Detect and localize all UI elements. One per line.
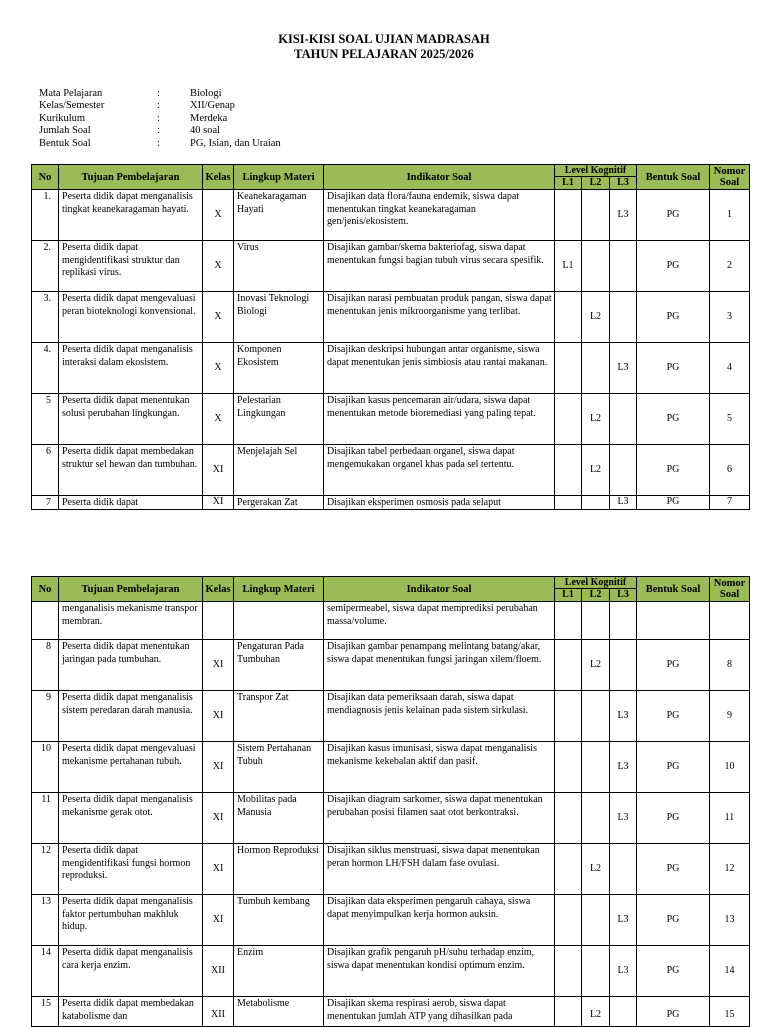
level-l3-cell bbox=[610, 292, 637, 343]
header-bentuk: Bentuk Soal bbox=[637, 165, 710, 190]
header-kelas: Kelas bbox=[203, 165, 234, 190]
level-l1-cell bbox=[555, 602, 582, 640]
no-cell: 2. bbox=[32, 241, 59, 292]
info-label: Mata Pelajaran bbox=[39, 88, 103, 99]
level-l1-cell bbox=[555, 844, 582, 895]
no-cell: 9 bbox=[32, 691, 59, 742]
info-label: Jumlah Soal bbox=[39, 125, 91, 137]
table-row bbox=[32, 445, 750, 496]
lingkup-cell: Pergerakan Zat bbox=[234, 496, 324, 510]
level-l3-cell bbox=[610, 602, 637, 640]
lingkup-cell: Komponen Ekosistem bbox=[234, 343, 324, 394]
bentuk-cell: PG bbox=[637, 742, 710, 793]
tujuan-cell: Peserta didik dapat menganalisis sistem peredaran darah manusia. bbox=[59, 691, 203, 742]
table-row bbox=[32, 343, 750, 394]
indikator-cell: Disajikan gambar/skema bakteriofag, siswa dapat menentukan fungsi bagian tubuh virus secara spesifik. bbox=[324, 241, 555, 292]
table-row bbox=[32, 190, 750, 241]
level-l3-cell: L3 bbox=[610, 691, 637, 742]
header-bentuk: Bentuk Soal bbox=[637, 577, 710, 602]
table-row bbox=[32, 895, 750, 946]
info-label: Kurikulum bbox=[39, 112, 86, 124]
info-sep: : bbox=[157, 100, 160, 112]
lingkup-cell: Sistem Pertahanan Tubuh bbox=[234, 742, 324, 793]
kelas-cell: XI bbox=[203, 445, 234, 496]
indikator-cell: Disajikan diagram sarkomer, siswa dapat menentukan perubahan posisi filamen saat otot berkontraksi. bbox=[324, 793, 555, 844]
kelas-cell: X bbox=[203, 394, 234, 445]
level-l1-cell bbox=[555, 742, 582, 793]
level-l3-cell bbox=[610, 640, 637, 691]
bentuk-cell bbox=[637, 602, 710, 640]
level-l1-cell: L1 bbox=[555, 241, 582, 292]
table-row bbox=[32, 742, 750, 793]
header-level: Level Kognitif bbox=[555, 577, 637, 589]
tujuan-cell: Peserta didik dapat menentukan jaringan pada tumbuhan. bbox=[59, 640, 203, 691]
bentuk-cell: PG bbox=[637, 691, 710, 742]
indikator-cell: Disajikan narasi pembuatan produk pangan, siswa dapat menentukan jenis mikroorganisme yang terlibat. bbox=[324, 292, 555, 343]
tujuan-cell: Peserta didik dapat membedakan katabolisme dan bbox=[59, 997, 203, 1027]
info-value: 40 soal bbox=[190, 125, 221, 137]
header-l1: L1 bbox=[555, 589, 582, 602]
level-l3-cell: L3 bbox=[610, 742, 637, 793]
tujuan-cell: Peserta didik dapat menganalisis interaksi dalam ekosistem. bbox=[59, 343, 203, 394]
lingkup-cell: Pengaturan Pada Tumbuhan bbox=[234, 640, 324, 691]
bentuk-cell: PG bbox=[637, 946, 710, 997]
bentuk-cell: PG bbox=[637, 190, 710, 241]
kelas-cell: XI bbox=[203, 640, 234, 691]
level-l3-cell bbox=[610, 445, 637, 496]
header-l2: L2 bbox=[582, 177, 610, 190]
header-kelas: Kelas bbox=[203, 577, 234, 602]
no-cell: 7 bbox=[32, 496, 59, 510]
lingkup-cell bbox=[234, 602, 324, 640]
indikator-cell: Disajikan grafik pengaruh pH/suhu terhadap enzim, siswa dapat menentukan kondisi optimum enzim. bbox=[324, 946, 555, 997]
kelas-cell: XII bbox=[203, 946, 234, 997]
kelas-cell: XI bbox=[203, 895, 234, 946]
indikator-cell: Disajikan kasus pencemaran air/udara, siswa dapat menentukan metode bioremediasi yang paling tepat. bbox=[324, 394, 555, 445]
nomor-cell: 8 bbox=[710, 640, 750, 691]
no-cell: 15 bbox=[32, 997, 59, 1027]
level-l2-cell: L2 bbox=[582, 292, 610, 343]
info-row-subject bbox=[39, 88, 390, 100]
table-body-page-2 bbox=[32, 602, 750, 1027]
level-l3-cell: L3 bbox=[610, 190, 637, 241]
header-l3: L3 bbox=[610, 589, 637, 602]
info-sep: : bbox=[157, 112, 160, 124]
lingkup-cell: Hormon Reproduksi bbox=[234, 844, 324, 895]
nomor-cell: 13 bbox=[710, 895, 750, 946]
table-row bbox=[32, 997, 750, 1027]
header-no: No bbox=[32, 577, 59, 602]
level-l3-cell: L3 bbox=[610, 946, 637, 997]
header-l3: L3 bbox=[610, 177, 637, 190]
header-l2: L2 bbox=[582, 589, 610, 602]
kelas-cell: X bbox=[203, 343, 234, 394]
lingkup-cell: Virus bbox=[234, 241, 324, 292]
level-l1-cell bbox=[555, 640, 582, 691]
level-l3-cell bbox=[610, 394, 637, 445]
kelas-cell: XI bbox=[203, 742, 234, 793]
header-nomor: Nomor Soal bbox=[710, 577, 750, 602]
bentuk-cell: PG bbox=[637, 292, 710, 343]
nomor-cell: 2 bbox=[710, 241, 750, 292]
lingkup-cell: Enzim bbox=[234, 946, 324, 997]
info-label: Bentuk Soal bbox=[39, 137, 91, 149]
level-l2-cell bbox=[582, 742, 610, 793]
level-l3-cell: L3 bbox=[610, 343, 637, 394]
no-cell: 13 bbox=[32, 895, 59, 946]
header-l1: L1 bbox=[555, 177, 582, 190]
no-cell: 3. bbox=[32, 292, 59, 343]
level-l1-cell bbox=[555, 895, 582, 946]
kelas-cell: X bbox=[203, 241, 234, 292]
info-value: PG, Isian, dan Uraian bbox=[190, 137, 281, 149]
info-value: Merdeka bbox=[190, 112, 228, 124]
bentuk-cell: PG bbox=[637, 445, 710, 496]
header-indikator: Indikator Soal bbox=[324, 577, 555, 602]
tujuan-cell: Peserta didik dapat menganalisis cara kerja enzim. bbox=[59, 946, 203, 997]
level-l1-cell bbox=[555, 292, 582, 343]
lingkup-cell: Metabolisme bbox=[234, 997, 324, 1027]
tujuan-cell: Peserta didik dapat mengidentifikasi struktur dan replikasi virus. bbox=[59, 241, 203, 292]
grid-table-page-2 bbox=[31, 576, 750, 1027]
bentuk-cell: PG bbox=[637, 241, 710, 292]
document-subtitle: TAHUN PELAJARAN 2025/2026 bbox=[294, 47, 474, 61]
level-l3-cell bbox=[610, 844, 637, 895]
level-l1-cell bbox=[555, 691, 582, 742]
lingkup-cell: Inovasi Teknologi Biologi bbox=[234, 292, 324, 343]
nomor-cell: 1 bbox=[710, 190, 750, 241]
indikator-cell: Disajikan tabel perbedaan organel, siswa dapat mengemukakan organel khas pada sel tertentu. bbox=[324, 445, 555, 496]
indikator-cell: Disajikan deskripsi hubungan antar organisme, siswa dapat menentukan jenis simbiosis atau rantai makanan. bbox=[324, 343, 555, 394]
level-l1-cell bbox=[555, 394, 582, 445]
kelas-cell bbox=[203, 602, 234, 640]
level-l1-cell bbox=[555, 343, 582, 394]
bentuk-cell: PG bbox=[637, 997, 710, 1027]
header-nomor: Nomor Soal bbox=[710, 165, 750, 190]
kelas-cell: XII bbox=[203, 997, 234, 1027]
info-row-type bbox=[39, 138, 390, 150]
tujuan-cell: Peserta didik dapat menganalisis faktor pertumbuhan makhluk hidup. bbox=[59, 895, 203, 946]
nomor-cell: 10 bbox=[710, 742, 750, 793]
lingkup-cell: Keanekaragaman Hayati bbox=[234, 190, 324, 241]
level-l2-cell: L2 bbox=[582, 844, 610, 895]
table-body-page-1 bbox=[32, 190, 750, 510]
header-tujuan: Tujuan Pembelajaran bbox=[59, 165, 203, 190]
no-cell: 8 bbox=[32, 640, 59, 691]
level-l2-cell bbox=[582, 895, 610, 946]
header-tujuan: Tujuan Pembelajaran bbox=[59, 577, 203, 602]
indikator-cell: Disajikan siklus menstruasi, siswa dapat menentukan peran hormon LH/FSH dalam fase ovulasi. bbox=[324, 844, 555, 895]
nomor-cell: 3 bbox=[710, 292, 750, 343]
level-l1-cell bbox=[555, 997, 582, 1027]
level-l2-cell bbox=[582, 602, 610, 640]
info-row-class bbox=[39, 100, 390, 112]
table-row bbox=[32, 946, 750, 997]
indikator-cell: Disajikan data eksperimen pengaruh cahaya, siswa dapat menyimpulkan kerja hormon auksin. bbox=[324, 895, 555, 946]
tujuan-cell: Peserta didik dapat menganalisis mekanisme gerak otot. bbox=[59, 793, 203, 844]
indikator-cell: Disajikan eksperimen osmosis pada selaput bbox=[324, 496, 555, 510]
nomor-cell: 6 bbox=[710, 445, 750, 496]
nomor-cell: 12 bbox=[710, 844, 750, 895]
table-row bbox=[32, 292, 750, 343]
header-lingkup: Lingkup Materi bbox=[234, 577, 324, 602]
level-l2-cell bbox=[582, 946, 610, 997]
no-cell: 5 bbox=[32, 394, 59, 445]
document-title: KISI-KISI SOAL UJIAN MADRASAH bbox=[278, 32, 490, 46]
header-no: No bbox=[32, 165, 59, 190]
nomor-cell: 9 bbox=[710, 691, 750, 742]
indikator-cell: Disajikan data pemeriksaan darah, siswa dapat mendiagnosis jenis kelainan pada sistem sirkulasi. bbox=[324, 691, 555, 742]
level-l3-cell bbox=[610, 241, 637, 292]
level-l2-cell bbox=[582, 241, 610, 292]
level-l2-cell: L2 bbox=[582, 640, 610, 691]
level-l2-cell: L2 bbox=[582, 997, 610, 1027]
level-l1-cell bbox=[555, 946, 582, 997]
tujuan-cell: Peserta didik dapat mengevaluasi mekanisme pertahanan tubuh. bbox=[59, 742, 203, 793]
table-row bbox=[32, 241, 750, 292]
tujuan-cell: Peserta didik dapat bbox=[59, 496, 203, 510]
info-row-curriculum bbox=[39, 113, 390, 125]
no-cell: 14 bbox=[32, 946, 59, 997]
no-cell: 12 bbox=[32, 844, 59, 895]
table-row bbox=[32, 844, 750, 895]
table-row bbox=[32, 640, 750, 691]
lingkup-cell: Tumbuh kembang bbox=[234, 895, 324, 946]
table-row bbox=[32, 496, 750, 510]
level-l3-cell: L3 bbox=[610, 895, 637, 946]
level-l2-cell bbox=[582, 190, 610, 241]
table-row bbox=[32, 793, 750, 844]
subject-info bbox=[39, 88, 390, 150]
level-l1-cell bbox=[555, 445, 582, 496]
level-l2-cell: L2 bbox=[582, 445, 610, 496]
no-cell: 6 bbox=[32, 445, 59, 496]
tujuan-cell: Peserta didik dapat menganalisis tingkat keanekaragaman hayati. bbox=[59, 190, 203, 241]
bentuk-cell: PG bbox=[637, 496, 710, 510]
table-row bbox=[32, 602, 750, 640]
level-l2-cell bbox=[582, 496, 610, 510]
lingkup-cell: Transpor Zat bbox=[234, 691, 324, 742]
kelas-cell: XI bbox=[203, 793, 234, 844]
header-lingkup: Lingkup Materi bbox=[234, 165, 324, 190]
indikator-cell: Disajikan kasus imunisasi, siswa dapat menganalisis mekanisme kekebalan aktif dan pasif. bbox=[324, 742, 555, 793]
bentuk-cell: PG bbox=[637, 793, 710, 844]
info-row-count bbox=[39, 125, 390, 137]
grid-table-page-1 bbox=[31, 164, 750, 510]
no-cell: 11 bbox=[32, 793, 59, 844]
no-cell: 10 bbox=[32, 742, 59, 793]
nomor-cell: 4 bbox=[710, 343, 750, 394]
info-sep: : bbox=[157, 125, 160, 137]
info-sep: : bbox=[157, 88, 160, 99]
tujuan-cell: Peserta didik dapat mengevaluasi peran bioteknologi konvensional. bbox=[59, 292, 203, 343]
kelas-cell: XI bbox=[203, 496, 234, 510]
level-l1-cell bbox=[555, 190, 582, 241]
header-level: Level Kognitif bbox=[555, 165, 637, 177]
indikator-cell: Disajikan skema respirasi aerob, siswa dapat menentukan jumlah ATP yang dihasilkan pada bbox=[324, 997, 555, 1027]
tujuan-cell: Peserta didik dapat membedakan struktur sel hewan dan tumbuhan. bbox=[59, 445, 203, 496]
table-row bbox=[32, 691, 750, 742]
kelas-cell: X bbox=[203, 190, 234, 241]
kelas-cell: XI bbox=[203, 691, 234, 742]
level-l1-cell bbox=[555, 496, 582, 510]
level-l2-cell bbox=[582, 343, 610, 394]
level-l3-cell: L3 bbox=[610, 496, 637, 510]
indikator-cell: Disajikan gambar penampang melintang batang/akar, siswa dapat menentukan fungsi jaringan xilem/floem. bbox=[324, 640, 555, 691]
level-l3-cell bbox=[610, 997, 637, 1027]
nomor-cell: 5 bbox=[710, 394, 750, 445]
bentuk-cell: PG bbox=[637, 640, 710, 691]
level-l2-cell bbox=[582, 793, 610, 844]
indikator-cell: Disajikan data flora/fauna endemik, siswa dapat menentukan tingkat keanekaragaman gen/jenis/ekosistem. bbox=[324, 190, 555, 241]
info-label: Kelas/Semester bbox=[39, 100, 105, 112]
nomor-cell bbox=[710, 602, 750, 640]
no-cell bbox=[32, 602, 59, 640]
lingkup-cell: Menjelajah Sel bbox=[234, 445, 324, 496]
nomor-cell: 7 bbox=[710, 496, 750, 510]
no-cell: 4. bbox=[32, 343, 59, 394]
info-value: XII/Genap bbox=[190, 100, 235, 112]
info-value: Biologi bbox=[190, 88, 222, 99]
lingkup-cell: Pelestarian Lingkungan bbox=[234, 394, 324, 445]
bentuk-cell: PG bbox=[637, 895, 710, 946]
table-row bbox=[32, 394, 750, 445]
lingkup-cell: Mobilitas pada Manusia bbox=[234, 793, 324, 844]
tujuan-cell: Peserta didik dapat mengidentifikasi fungsi hormon reproduksi. bbox=[59, 844, 203, 895]
bentuk-cell: PG bbox=[637, 394, 710, 445]
level-l2-cell: L2 bbox=[582, 394, 610, 445]
nomor-cell: 11 bbox=[710, 793, 750, 844]
nomor-cell: 14 bbox=[710, 946, 750, 997]
no-cell: 1. bbox=[32, 190, 59, 241]
kelas-cell: XI bbox=[203, 844, 234, 895]
level-l3-cell: L3 bbox=[610, 793, 637, 844]
level-l1-cell bbox=[555, 793, 582, 844]
indikator-cell: semipermeabel, siswa dapat memprediksi perubahan massa/volume. bbox=[324, 602, 555, 640]
kelas-cell: X bbox=[203, 292, 234, 343]
level-l2-cell bbox=[582, 691, 610, 742]
tujuan-cell: Peserta didik dapat menentukan solusi perubahan lingkungan. bbox=[59, 394, 203, 445]
bentuk-cell: PG bbox=[637, 343, 710, 394]
nomor-cell: 15 bbox=[710, 997, 750, 1027]
bentuk-cell: PG bbox=[637, 844, 710, 895]
tujuan-cell: menganalisis mekanisme transpor membran. bbox=[59, 602, 203, 640]
header-indikator: Indikator Soal bbox=[324, 165, 555, 190]
info-sep: : bbox=[157, 137, 160, 149]
